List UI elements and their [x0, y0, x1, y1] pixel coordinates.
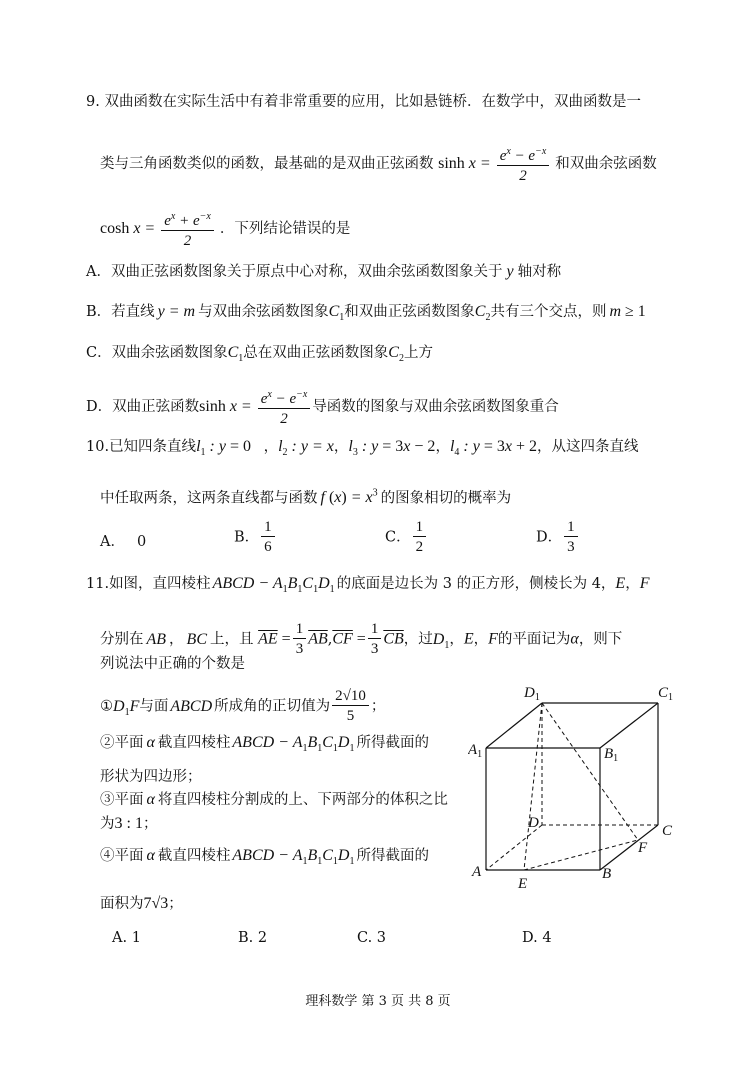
q11-text: ，则下 [578, 631, 623, 648]
option-text: 共有三个交点，则 [490, 304, 607, 320]
q9-number: 9. [86, 94, 100, 110]
label-b: B [602, 866, 612, 882]
q10-text: 的图象相切的概率为 [380, 490, 512, 507]
statement-text: 为 [100, 816, 115, 832]
line-d1e [524, 703, 542, 870]
statement-text: ； [370, 698, 386, 715]
statement-text: 所得截面的 [356, 735, 429, 751]
statement-text: ③平面 [100, 792, 144, 808]
q9-option-c: C．双曲余弦函数图象$C_1$总在双曲正弦函数图象$C_2$上方 [86, 344, 433, 365]
q11-text: 的底面是边长为 3 的正方形，侧棱长为 4， [336, 576, 616, 592]
q11-choice-d [522, 928, 552, 948]
choice-text: C. 3 [357, 930, 387, 946]
statement-text: 形状为四边形； [100, 769, 202, 785]
sinh-formula: sinh x = $\frac{e^x - e^{-x}}{2}$ [438, 155, 555, 172]
prism-figure [468, 680, 698, 895]
option-label: B． [86, 304, 112, 320]
statement-text: 将直四棱柱分割成的上、下两部分的体积之比 [157, 792, 448, 808]
q9-line2 [100, 143, 657, 186]
statement-text: ； [142, 816, 158, 832]
option-label: D． [86, 399, 113, 416]
choice-text: A. 1 [112, 930, 141, 946]
choice-label: C． [385, 529, 411, 546]
q11-line3 [100, 654, 245, 674]
q10-line1: 10.已知四条直线$l_1$ : y = 0 ，$l_2$ : y = x，$l_3$ : y = 3x − 2，$l_4$ : y = 3x + 2，从这四条直线 [86, 438, 639, 459]
option-text: 双曲正弦函数图象关于原点中心对称，双曲余弦函数图象关于 [110, 264, 503, 280]
label-d1: $D_1$ [524, 685, 540, 703]
q10-choice-c: C． $\frac{1}{2}$ [385, 518, 428, 557]
choice-label: A． [100, 534, 125, 550]
q11-statement-4: ④平面 α 截直四棱柱 ABCD − $A_1B_1C_1D_1$ 所得截面的 [100, 847, 429, 868]
option-text: 上方 [403, 345, 433, 361]
option-text: 与双曲余弦函数图象 [198, 304, 329, 320]
q11-statement-2: ②平面 α 截直四棱柱 ABCD − $A_1B_1C_1D_1$ 所得截面的 [100, 734, 429, 755]
q11-statement-3-cont: 为3 : 1； [100, 815, 158, 832]
q9-line3-text: ．下列结论错误的是 [219, 221, 351, 238]
q9-line2-text-a: 类与三角函数类似的函数，最基础的是双曲正弦函数 [100, 156, 434, 173]
statement-text: ④平面 [100, 848, 144, 864]
option-text: 双曲余弦函数图象 [111, 345, 228, 361]
q11-text: 分别在 [100, 631, 144, 648]
q11-line1: 11.如图，直四棱柱 ABCD − $A_1B_1C_1D_1$ 的底面是边长为 3 的正方形，侧棱长为 4，E，F [86, 575, 650, 596]
q9-line2-text-b: 和双曲余弦函数 [555, 156, 657, 173]
option-label: A． [86, 264, 111, 280]
q9-option-a: A．双曲正弦函数图象关于原点中心对称，双曲余弦函数图象关于 y 轴对称 [86, 263, 562, 280]
line-ef [524, 840, 638, 870]
statement-text: 截直四棱柱 [157, 848, 231, 864]
q10-text: 中任取两条，这两条直线都与函数 [100, 490, 318, 507]
option-text: 若直线 [111, 304, 155, 320]
option-label: C． [86, 345, 112, 361]
line-d1f [542, 703, 638, 840]
option-text: 双曲正弦函数 [112, 399, 200, 416]
statement-text: 面积为 [100, 896, 144, 912]
q10-text: ，从这四条直线 [537, 439, 639, 455]
label-e: E [518, 876, 528, 892]
q10-text: 已知四条直线 [109, 439, 197, 455]
edge-b1c1 [600, 703, 658, 748]
statement-text: 所得截面的 [356, 848, 429, 864]
q11-choice-c [357, 928, 386, 948]
q11-text: 的平面记为 [497, 631, 571, 648]
label-c: C [662, 823, 673, 839]
label-b1: $B_1$ [604, 746, 619, 764]
q10-line2: 中任取两条，这两条直线都与函数 f $(x) = x^3$ 的图象相切的概率为 [100, 488, 512, 507]
option-text: 和双曲正弦函数图象 [344, 304, 475, 320]
label-d: D [528, 815, 539, 831]
q11-number: 11. [86, 576, 110, 592]
q10-number: 10. [86, 439, 110, 455]
q9-option-b: B．若直线 y = m 与双曲余弦函数图象$C_1$和双曲正弦函数图象$C_2$共有三个交点，则 m ≥ 1 [86, 303, 646, 324]
statement-text: ②平面 [100, 735, 144, 751]
q10-choice-d: D． $\frac{1}{3}$ [536, 518, 580, 557]
q11-text: 列说法中正确的个数是 [100, 656, 245, 672]
choice-text: B. 2 [238, 930, 268, 946]
q10-choice-b: B． $\frac{1}{6}$ [234, 518, 277, 557]
choice-text: D. 4 [522, 930, 552, 946]
q9-intro-text: 双曲函数在实际生活中有着非常重要的应用，比如悬链桥．在数学中，双曲函数是一 [104, 94, 641, 110]
q9-line3 [100, 208, 350, 251]
q11-statement-1: $①D_1F$与面 ABCD 所成角的正切值为 $\frac{2√10}{5}$ ； [100, 688, 386, 724]
statement-text: 与面 [139, 698, 169, 715]
q9-line1 [86, 92, 641, 112]
option-text: 轴对称 [517, 264, 562, 280]
q11-statement-4-cont: 面积为7√3； [100, 895, 183, 912]
label-f: F [638, 840, 648, 856]
option-text: 总在双曲正弦函数图象 [243, 345, 389, 361]
choice-value: 0 [136, 534, 147, 550]
cosh-formula: cosh x = $\frac{e^x + e^{-x}}{2}$ [100, 220, 220, 237]
label-a1: $A_1$ [468, 742, 483, 760]
q11-line2: 分别在 AB ， BC 上，且 $\overline{AE}$ = $\frac{1}{3}$ $\overline{AB},\overline{CF}$ = $\frac{1}{3}$ $\overline{CB}$，过$D_1$，E，F的平面记为α，则下 [100, 621, 623, 657]
label-c1: $C_1$ [658, 685, 674, 703]
statement-text: ； [168, 896, 183, 912]
choice-label: D． [536, 529, 563, 546]
q11-statement-3: ③平面 α 将直四棱柱分割成的上、下两部分的体积之比 [100, 791, 448, 808]
label-a: A [472, 864, 482, 880]
edge-ad-hidden [486, 825, 542, 870]
q9-option-d: D．双曲正弦函数sinh x = $\frac{e^x - e^{-x}}{2}$ 导函数的图象与双曲余弦函数图象重合 [86, 386, 559, 429]
q10-choice-a [100, 532, 146, 552]
choice-label: B． [234, 529, 260, 546]
statement-text: 截直四棱柱 [157, 735, 231, 751]
q11-text: 如图，直四棱柱 [109, 576, 211, 592]
q11-statement-2-cont [100, 767, 202, 787]
q11-choice-a [112, 928, 141, 948]
q11-choice-b [238, 928, 267, 948]
page-footer: 理科数学 第 3 页 共 8 页 [305, 994, 451, 1009]
statement-text: 所成角的正切值为 [214, 698, 331, 715]
statement-marker: ① [100, 698, 113, 715]
option-text: 导函数的图象与双曲余弦函数图象重合 [312, 399, 559, 416]
q11-text: ，过 [403, 631, 433, 648]
edge-a1d1 [486, 703, 542, 748]
q11-text: 上，且 [210, 631, 254, 648]
